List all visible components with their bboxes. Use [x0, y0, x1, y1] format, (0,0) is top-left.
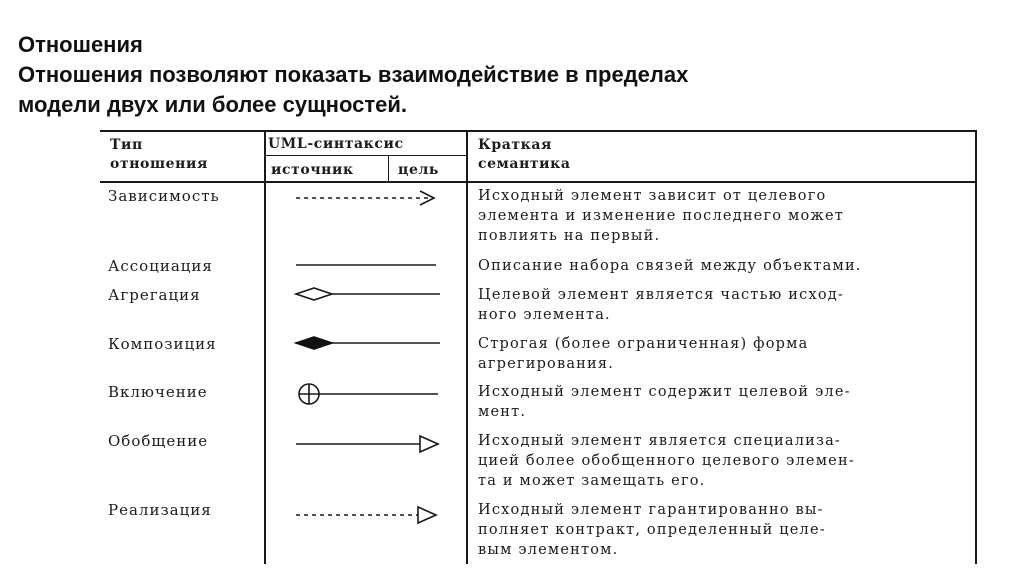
header-semantics: Краткая семантика — [478, 137, 571, 172]
slide-title: Отношения — [18, 32, 143, 57]
row-name-generalization: Обобщение — [108, 432, 209, 450]
table-middle-divider — [466, 130, 468, 564]
table-left-divider — [264, 130, 266, 564]
row-name-association: Ассоциация — [108, 257, 213, 275]
aggregation-diamond-icon — [294, 284, 444, 304]
uml-subheader-border — [266, 155, 466, 156]
row-name-realization: Реализация — [108, 501, 212, 519]
row-desc-realization: Исходный элемент гарантированно вы- полняет контракт, определенный целе- вым элементом. — [478, 502, 826, 558]
realization-arrow-icon — [294, 503, 444, 527]
uml-subheader-divider — [388, 156, 389, 182]
slide-subtitle-line-1: Отношения позволяют показать взаимодействие в пределах — [18, 62, 689, 87]
table-top-border — [100, 130, 976, 132]
composition-diamond-icon — [294, 333, 444, 353]
row-desc-generalization: Исходный элемент является специализа- цией более обобщенного целевого элемен- та и может замещать его. — [478, 433, 855, 489]
generalization-arrow-icon — [294, 432, 444, 456]
row-name-dependency: Зависимость — [108, 187, 220, 205]
row-desc-inclusion: Исходный элемент содержит целевой эле- мент. — [478, 384, 851, 420]
table-header-bottom-border — [100, 181, 976, 183]
row-desc-composition: Строгая (более ограниченная) форма агрегирования. — [478, 336, 809, 372]
dependency-arrow-icon — [294, 188, 444, 208]
row-desc-dependency: Исходный элемент зависит от целевого элемента и изменение последнего может повлиять на первый. — [478, 188, 844, 244]
row-name-inclusion: Включение — [108, 383, 208, 401]
header-type: Тип отношения — [110, 137, 208, 172]
header-source: источник — [271, 162, 354, 178]
inclusion-circle-plus-icon — [294, 382, 444, 406]
header-uml-syntax: UML-синтаксис — [268, 136, 404, 152]
header-target: цель — [398, 162, 440, 178]
row-name-aggregation: Агрегация — [108, 286, 201, 304]
row-desc-aggregation: Целевой элемент является частью исход- ного элемента. — [478, 287, 845, 323]
association-line-icon — [294, 255, 444, 275]
row-name-composition: Композиция — [108, 335, 217, 353]
slide-subtitle-line-2: модели двух или более сущностей. — [18, 92, 407, 117]
row-desc-association: Описание набора связей между объектами. — [478, 258, 862, 274]
